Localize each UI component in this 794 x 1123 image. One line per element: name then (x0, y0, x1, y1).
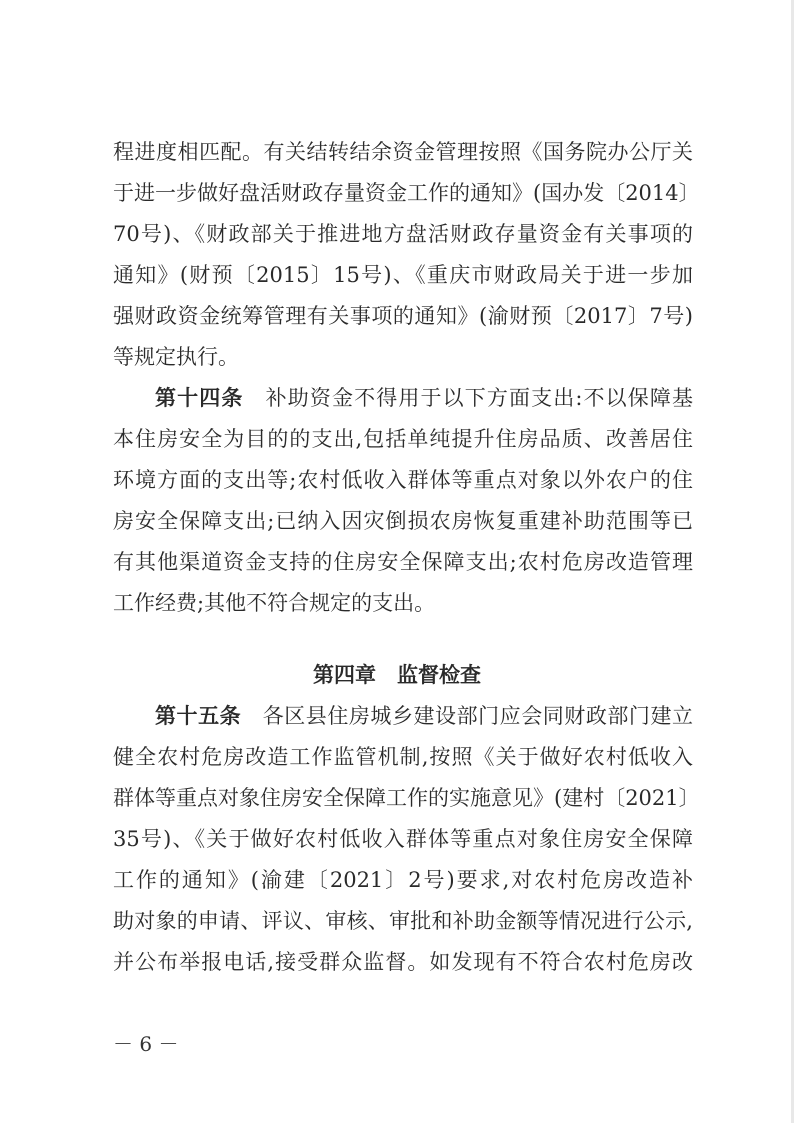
article-text: 补助资金不得用于以下方面支出:不以保障基 (265, 386, 694, 410)
paragraph-line: 程进度相匹配。有关结转结余资金管理按照《国务院办公厅关 (113, 140, 693, 164)
paragraph-line: 工作经费;其他不符合规定的支出。 (113, 591, 436, 615)
paragraph-line: 群体等重点对象住房安全保障工作的实施意见》(建村〔2021〕 (113, 786, 700, 810)
paragraph-line: 强财政资金统筹管理有关事项的通知》(渝财预〔2017〕7号) (113, 304, 693, 328)
paragraph-line: 等规定执行。 (113, 345, 239, 369)
chapter-heading: 第四章 监督检查 (313, 663, 481, 687)
paragraph-line: 健全农村危房改造工作监管机制,按照《关于做好农村低收入 (113, 745, 693, 769)
article-15-first-line (155, 701, 693, 731)
paragraph-line: 70号)、《财政部关于推进地方盘活财政存量资金有关事项的 (113, 222, 693, 246)
article-text: 各区县住房城乡建设部门应会同财政部门建立 (262, 704, 694, 728)
paragraph-line: 通知》(财预〔2015〕15号)、《重庆市财政局关于进一步加 (113, 263, 693, 287)
paragraph-line: 有其他渠道资金支持的住房安全保障支出;农村危房改造管理 (113, 550, 693, 574)
page-number: － 6 － (113, 1032, 179, 1056)
article-heading: 第十四条 (155, 386, 244, 410)
article-heading: 第十五条 (155, 704, 242, 728)
paragraph-line: 本住房安全为目的的支出,包括单纯提升住房品质、改善居住 (113, 427, 693, 451)
paragraph-line: 并公布举报电话,接受群众监督。如发现有不符合农村危房改 (113, 950, 693, 974)
paragraph-line: 35号)、《关于做好农村低收入群体等重点对象住房安全保障 (113, 827, 693, 851)
paragraph-line: 于进一步做好盘活财政存量资金工作的通知》(国办发〔2014〕 (113, 181, 700, 205)
paragraph-line: 助对象的申请、评议、审核、审批和补助金额等情况进行公示, (113, 909, 693, 933)
article-14-first-line (155, 383, 693, 413)
paragraph-line: 环境方面的支出等;农村低收入群体等重点对象以外农户的住 (113, 468, 693, 492)
paragraph-line: 工作的通知》(渝建〔2021〕2号)要求,对农村危房改造补 (113, 868, 693, 892)
paragraph-line: 房安全保障支出;已纳入因灾倒损农房恢复重建补助范围等已 (113, 509, 693, 533)
